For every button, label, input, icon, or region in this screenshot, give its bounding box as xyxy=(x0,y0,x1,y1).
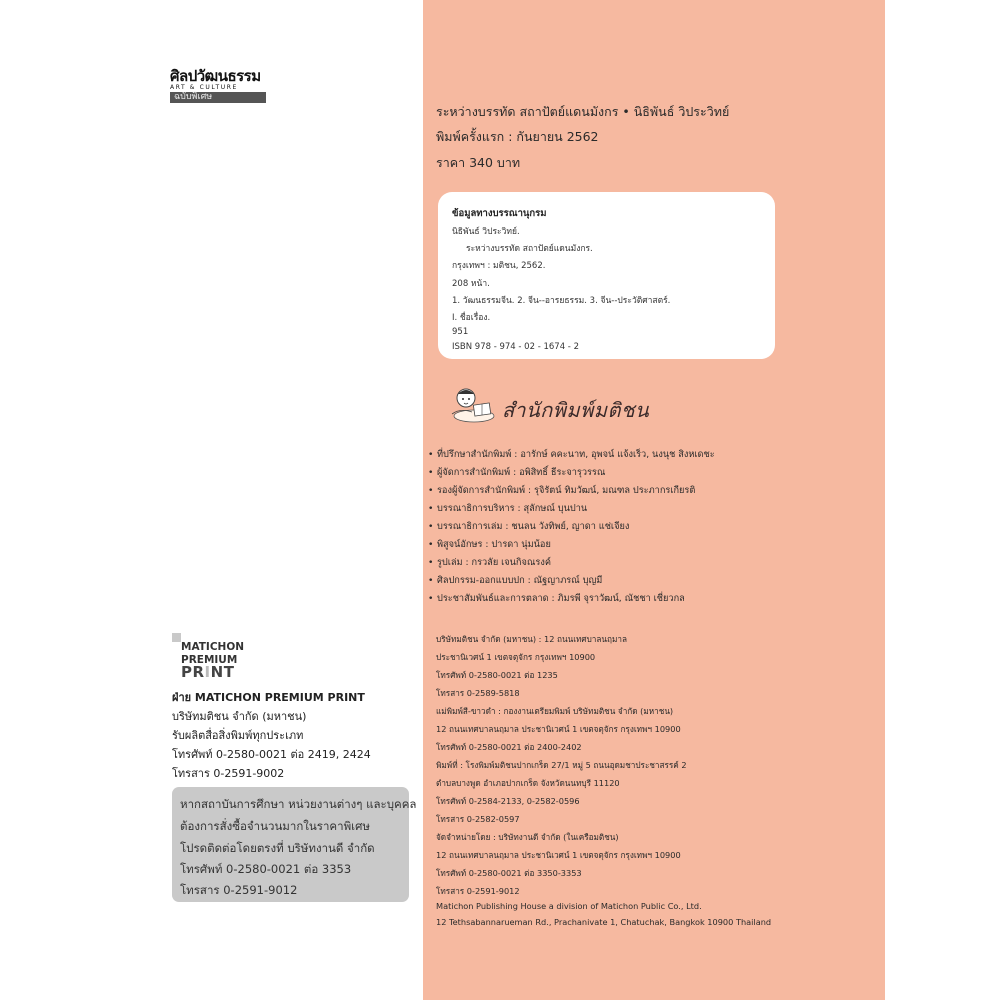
contact-line: บริษัทมติชน จำกัด (มหาชน) : 12 ถนนเทศบาลนฤมาล xyxy=(436,634,627,644)
mpp-line1: MATICHON xyxy=(181,641,245,653)
staff-item: • พิสูจน์อักษร : ปารดา นุ่มน้อย xyxy=(428,539,551,550)
catalog-line: 951 xyxy=(452,327,469,337)
cataloging-box xyxy=(438,192,775,359)
contact-line: โทรสาร 0-2589-5818 xyxy=(436,688,520,698)
contact-line: 12 Tethsabannarueman Rd., Prachanivate 1, Chatuchak, Bangkok 10900 Thailand xyxy=(436,917,772,927)
contact-line: 12 ถนนเทศบาลนฤมาล ประชานิเวศน์ 1 เขตจตุจักร กรุงเทพฯ 10900 xyxy=(436,850,681,860)
contact-line: โทรศัพท์ 0-2580-0021 ต่อ 1235 xyxy=(436,670,558,680)
price-line: ราคา 340 บาท xyxy=(436,155,521,170)
logo-bar-text: ฉบับพิเศษ xyxy=(170,92,266,103)
contact-line: จัดจำหน่ายโดย : บริษัทงานดี จำกัด (ในเครือมติชน) xyxy=(436,832,619,842)
info-line: โทรสาร 0-2591-9002 xyxy=(172,767,285,780)
logo-sub-text: ART & CULTURE xyxy=(170,84,238,91)
staff-item: • ผู้จัดการสำนักพิมพ์ : อพิสิทธิ์ ธีระจารุวรรณ xyxy=(428,467,606,478)
mpp-line2: PREMIUM xyxy=(181,654,238,666)
staff-item: • ศิลปกรรม-ออกแบบปก : ณัฐญาภรณ์ บุญมี xyxy=(428,575,603,586)
logo-square-icon xyxy=(172,633,181,642)
catalog-line: นิธิพันธ์ วิประวิทย์. xyxy=(452,227,520,237)
contact-line: แม่พิมพ์สี-ขาวดำ : กองงานเตรียมพิมพ์ บริษัทมติชน จำกัด (มหาชน) xyxy=(436,706,674,716)
contact-line: ประชานิเวศน์ 1 เขตจตุจักร กรุงเทพฯ 10900 xyxy=(436,652,596,662)
matichon-publisher-logo xyxy=(448,382,658,432)
logo-main-text: ศิลปวัฒนธรรม xyxy=(170,67,261,85)
contact-line: 12 ถนนเทศบาลนฤมาล ประชานิเวศน์ 1 เขตจตุจักร กรุงเทพฯ 10900 xyxy=(436,724,681,734)
order-line: หากสถาบันการศึกษา หน่วยงานต่างๆ และบุคคล xyxy=(180,797,417,811)
isbn-line: ISBN 978 - 974 - 02 - 1674 - 2 xyxy=(452,342,579,352)
catalog-line: 1. วัฒนธรรมจีน. 2. จีน--อารยธรรม. 3. จีน--ประวัติศาสตร์. xyxy=(452,296,671,306)
edition-line: พิมพ์ครั้งแรก : กันยายน 2562 xyxy=(436,129,599,144)
special-order-box xyxy=(172,787,417,902)
contact-line: โทรสาร 0-2591-9012 xyxy=(436,886,520,896)
reading-child-icon xyxy=(448,384,498,426)
contact-line: โทรสาร 0-2582-0597 xyxy=(436,814,520,824)
publisher-logo-text: สำนักพิมพ์มติชน xyxy=(502,398,650,422)
catalog-line: ระหว่างบรรทัด สถาปัตย์แดนมังกร. xyxy=(466,244,593,254)
order-line: โทรสาร 0-2591-9012 xyxy=(180,883,298,897)
book-title-line: ระหว่างบรรทัด สถาปัตย์แดนมังกร • นิธิพันธ์ วิประวิทย์ xyxy=(436,104,730,119)
order-line: โปรดติดต่อโดยตรงที่ บริษัทงานดี จำกัด xyxy=(180,841,375,855)
staff-item: • ประชาสัมพันธ์และการตลาด : ภิมรพี จุราวัฒน์, ณัชชา เชี่ยวกล xyxy=(428,593,685,604)
contact-line: โทรศัพท์ 0-2580-0021 ต่อ 3350-3353 xyxy=(436,868,582,878)
info-line: โทรศัพท์ 0-2580-0021 ต่อ 2419, 2424 xyxy=(172,748,371,761)
premium-print-info xyxy=(172,688,412,783)
catalog-line: กรุงเทพฯ : มติชน, 2562. xyxy=(452,261,546,271)
premium-print-heading: ฝ่าย MATICHON PREMIUM PRINT xyxy=(172,691,365,704)
staff-item: • ที่ปรึกษาสำนักพิมพ์ : อารักษ์ คคะนาท, อุพจน์ แจ้งเร็ว, นงนุช สิงหเดชะ xyxy=(428,449,715,460)
catalog-line: 208 หน้า. xyxy=(452,279,490,289)
info-line: รับผลิตสื่อสิ่งพิมพ์ทุกประเภท xyxy=(172,729,304,742)
staff-item: • บรรณาธิการบริหาร : สุลักษณ์ บุนปาน xyxy=(428,503,588,514)
info-line: บริษัทมติชน จำกัด (มหาชน) xyxy=(172,710,307,723)
art-culture-logo xyxy=(170,68,266,106)
cataloging-title: ข้อมูลทางบรรณานุกรม xyxy=(452,208,547,219)
order-line: ต้องการสั่งซื้อจำนวนมากในราคาพิเศษ xyxy=(180,819,370,833)
staff-item: • บรรณาธิการเล่ม : ชนลน วังทิพย์, ญาดา แช่เจียง xyxy=(428,521,630,532)
order-line: โทรศัพท์ 0-2580-0021 ต่อ 3353 xyxy=(180,862,352,876)
catalog-line: I. ชื่อเรื่อง. xyxy=(452,313,491,323)
contact-line: Matichon Publishing House a division of Matichon Public Co., Ltd. xyxy=(436,901,702,911)
mpp-print-word: PRINT xyxy=(181,663,235,681)
contact-line: โทรศัพท์ 0-2584-2133, 0-2582-0596 xyxy=(436,796,580,806)
contact-line: ตำบลบางพูด อำเภอปากเกร็ด จังหวัดนนทบุรี 11120 xyxy=(436,778,620,788)
staff-item: • รูปเล่ม : กรวลัย เจนกิจณรงค์ xyxy=(428,557,551,568)
staff-item: • รองผู้จัดการสำนักพิมพ์ : รุจิรัตน์ ทิมวัฒน์, มณฑล ประภากรเกียรติ xyxy=(428,485,696,496)
contact-line: พิมพ์ที่ : โรงพิมพ์มติชนปากเกร็ด 27/1 หมู่ 5 ถนนอุดมชาประชาสรรค์ 2 xyxy=(436,760,687,770)
contact-line: โทรศัพท์ 0-2580-0021 ต่อ 2400-2402 xyxy=(436,742,582,752)
